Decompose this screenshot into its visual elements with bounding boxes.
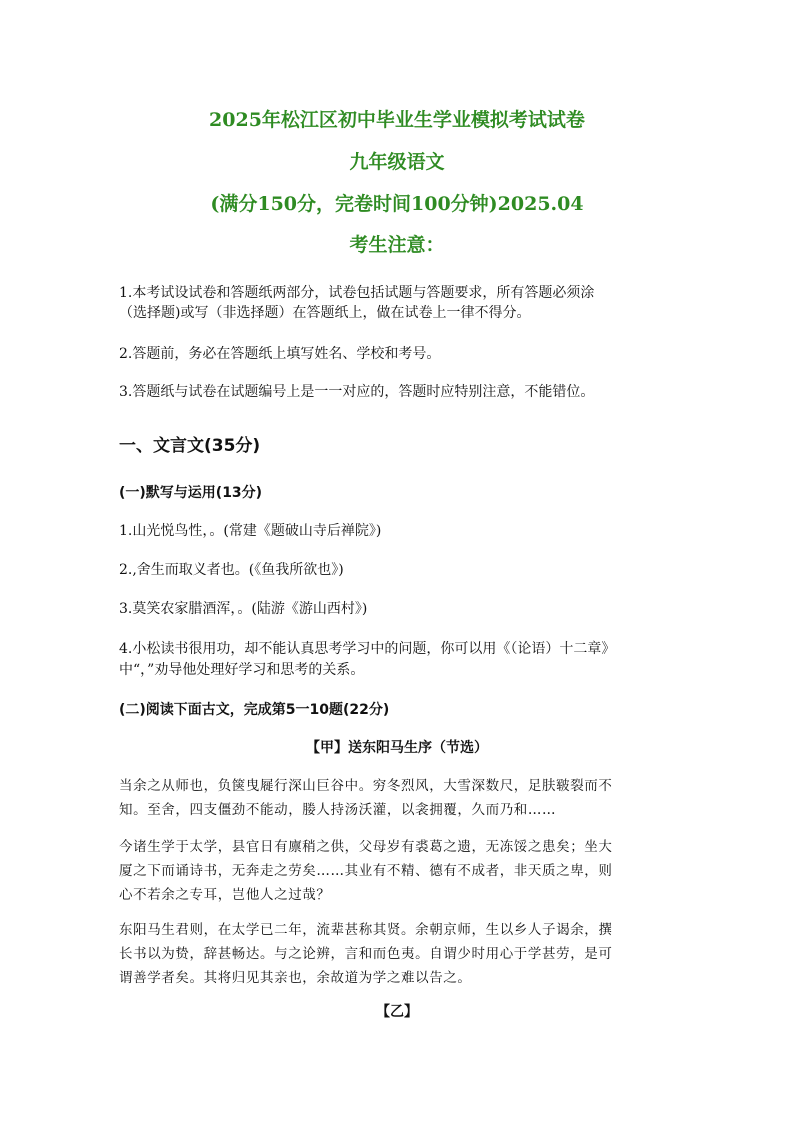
question-1: 1.山光悦鸟性，。(常建《题破山寺后禅院》) (119, 523, 382, 539)
passage-jia-p1-line-2: 知。至舍，四支僵劲不能动，媵人持汤沃灌，以衾拥覆，久而乃和…… (119, 802, 557, 818)
passage-jia-p1-line-1: 当余之从师也，负箧曳屣行深山巨谷中。穷冬烈风，大雪深数尺，足肤皲裂而不 (119, 778, 613, 794)
passage-jia-p3-line-2: 长书以为贽，辞甚畅达。与之论辨，言和而色夷。自谓少时用心于学甚劳，是可 (119, 946, 613, 962)
passage-jia-p2-line-3: 心不若余之专耳，岂他人之过哉？ (119, 887, 331, 903)
question-4-line-2: 中“，”劝导他处理好学习和思考的关系。 (119, 662, 365, 678)
notice-title: 考生注意： (349, 234, 445, 256)
passage-jia-p2-line-1: 今诸生学于太学，县官日有廪稍之供，父母岁有裘葛之遗，无冻馁之患矣；坐大 (119, 839, 613, 855)
part-1-heading: (一)默写与运用(13分) (119, 485, 263, 501)
notice-2: 2.答题前，务必在答题纸上填写姓名、学校和考号。 (119, 346, 441, 362)
question-2: 2.,舍生而取义者也。(《鱼我所欲也》) (119, 562, 344, 578)
part-2-heading: (二)阅读下面古文，完成第5一10题(22分) (119, 702, 390, 718)
notice-1-line-1: 1.本考试设试卷和答题纸两部分，试卷包括试题与答题要求，所有答题必须涂 (119, 285, 595, 301)
notice-3: 3.答题纸与试卷在试题编号上是一一对应的，答题时应特别注意，不能错位。 (119, 384, 595, 400)
passage-jia-p2-line-2: 厦之下而诵诗书，无奔走之劳矣……其业有不精、德有不成者，非天质之卑，则 (119, 863, 613, 879)
exam-subject: 九年级语文 (349, 151, 445, 173)
passage-jia-p3-line-3: 谓善学者矣。其将归见其亲也，余故道为学之难以告之。 (119, 970, 472, 986)
passage-jia-title: 【甲】送东阳马生序（节选） (306, 740, 488, 756)
passage-yi-title: 【乙】 (376, 1004, 418, 1020)
question-4-line-1: 4.小松读书很用功，却不能认真思考学习中的问题，你可以用《（论语）十二章》 (119, 641, 616, 657)
section-1-heading: 一、文言文(35分) (119, 436, 261, 456)
question-3: 3.莫笑农家腊酒浑，。(陆游《游山西村》) (119, 601, 368, 617)
exam-score-time: (满分150分，完卷时间100分钟)2025.04 (210, 193, 584, 215)
exam-title: 2025年松江区初中毕业生学业模拟考试试卷 (209, 109, 585, 131)
notice-1-line-2: （选择题)或写（非选择题）在答题纸上，做在试卷上一律不得分。 (119, 305, 531, 321)
passage-jia-p3-line-1: 东阳马生君则，在太学已二年，流辈甚称其贤。余朝京师，生以乡人子谒余，撰 (119, 922, 613, 938)
